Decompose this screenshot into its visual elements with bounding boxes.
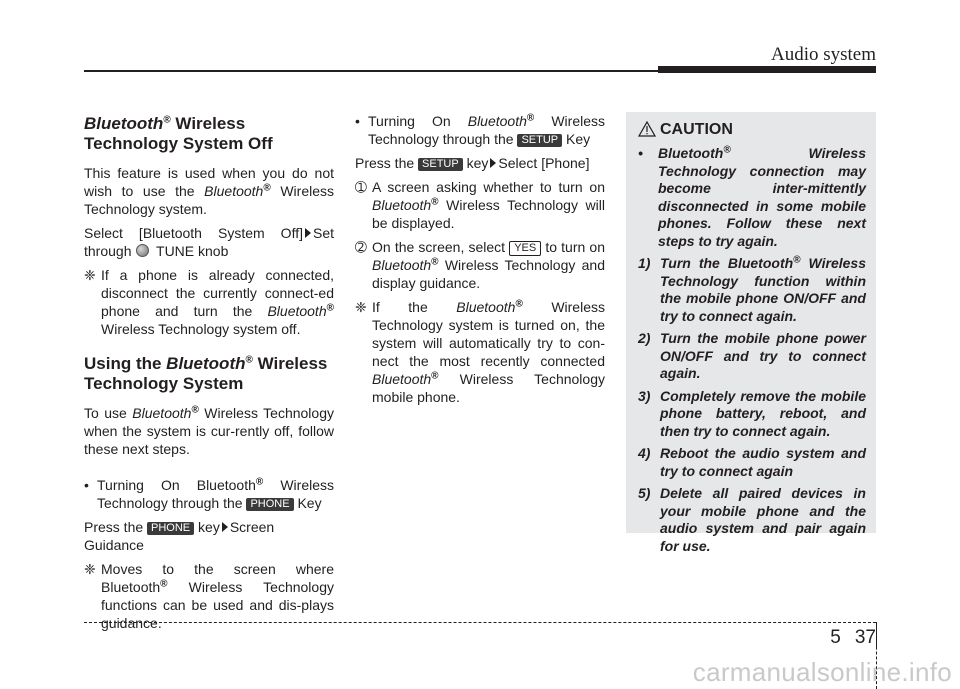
paragraph-system-off-select: Select [Bluetooth System Off] Set through TUNE knob: [84, 225, 334, 259]
caution-box: [626, 112, 876, 554]
page-number-value: 37: [854, 627, 876, 648]
setup-key-badge: SETUP: [418, 158, 463, 171]
paragraph-system-off-intro: This feature is used when you do not wish to use the Bluetooth® Wireless Technology system.: [84, 165, 334, 217]
setup-key-badge: SETUP: [517, 134, 562, 147]
warning-triangle-icon: [638, 121, 656, 137]
caution-step: 2) Turn the mobile phone power ON/OFF and try to connect again.: [638, 330, 866, 381]
step-1: ➀ A screen asking whether to turn on Bluetooth® Wireless Technology will be displayed.: [355, 179, 605, 231]
heading-system-off: Bluetooth® Wireless Technology System Off: [84, 114, 273, 153]
note-mark-icon: ❈: [355, 299, 367, 315]
caution-intro: • Bluetooth® Wireless Technology connection may become inter-mittently disconnected in some mobile phones. Follow these next steps to try again.: [638, 144, 866, 249]
step-2: ➁ On the screen, select YES to turn on Bluetooth® Wireless Technology and display guidance.: [355, 239, 605, 291]
caution-step: 4) Reboot the audio system and try to connect again: [638, 445, 866, 479]
caution-step: 5) Delete all paired devices in your mobile phone and the audio system and pair again for use.: [638, 485, 866, 554]
header-rule-bold: [658, 66, 876, 73]
header-title: Audio system: [770, 44, 876, 65]
page-number-divider: [876, 625, 877, 647]
phone-key-badge: PHONE: [147, 522, 194, 535]
caution-step: 1) Turn the Bluetooth® Wireless Technology function within the mobile phone ON/OFF and try to connect again.: [638, 254, 866, 324]
footer-rule: [84, 622, 876, 623]
arrow-right-icon: [222, 522, 228, 532]
paragraph-using-intro: To use Bluetooth® Wireless Technology when the system is cur-rently off, follow these next steps.: [84, 404, 334, 457]
heading-using-system: Using the Bluetooth® Wireless Technology System: [84, 354, 328, 393]
caution-step: 3) Completely remove the mobile phone battery, reboot, and then try to connect again.: [638, 387, 866, 439]
caution-title: CAUTION: [660, 120, 866, 140]
arrow-right-icon: [305, 228, 311, 238]
bullet-setup-key: • Turning On Bluetooth® Wireless Technology through the SETUP Key: [355, 112, 606, 147]
bullet-phone-key: • Turning On Bluetooth® Wireless Technology through the PHONE Key: [84, 476, 335, 511]
note-mark-icon: ❈: [84, 267, 96, 283]
column-middle: [355, 112, 605, 412]
page-number: [830, 627, 876, 649]
section-number: 5: [830, 627, 841, 648]
paragraph-press-setup: Press the SETUP key Select [Phone]: [355, 155, 590, 171]
note-guidance: ❈ Moves to the screen where Bluetooth® Wireless Technology functions can be used and dis-plays guidance.: [84, 561, 334, 631]
paragraph-press-phone: Press the PHONE key Screen Guidance: [84, 519, 275, 553]
yes-key-badge: YES: [509, 241, 541, 256]
note-mark-icon: ❈: [84, 561, 96, 577]
phone-key-badge: PHONE: [246, 498, 293, 511]
column-left: [84, 114, 334, 638]
header-rule: [84, 70, 658, 72]
arrow-right-icon: [490, 158, 496, 168]
note-disconnect-phone: ❈ If a phone is already connected, disconnect the currently connect-ed phone and turn the Bluetooth® Wireless Technology system off.: [84, 267, 334, 337]
watermark: carmanualsonline.info: [692, 657, 952, 687]
note-auto-connect: ❈ If the Bluetooth® Wireless Technology system is turned on, the system will automatically try to con-nect the most recently connected Bluetooth® Wireless Technology mobile phone.: [355, 298, 605, 405]
tune-knob-icon: [136, 244, 149, 257]
